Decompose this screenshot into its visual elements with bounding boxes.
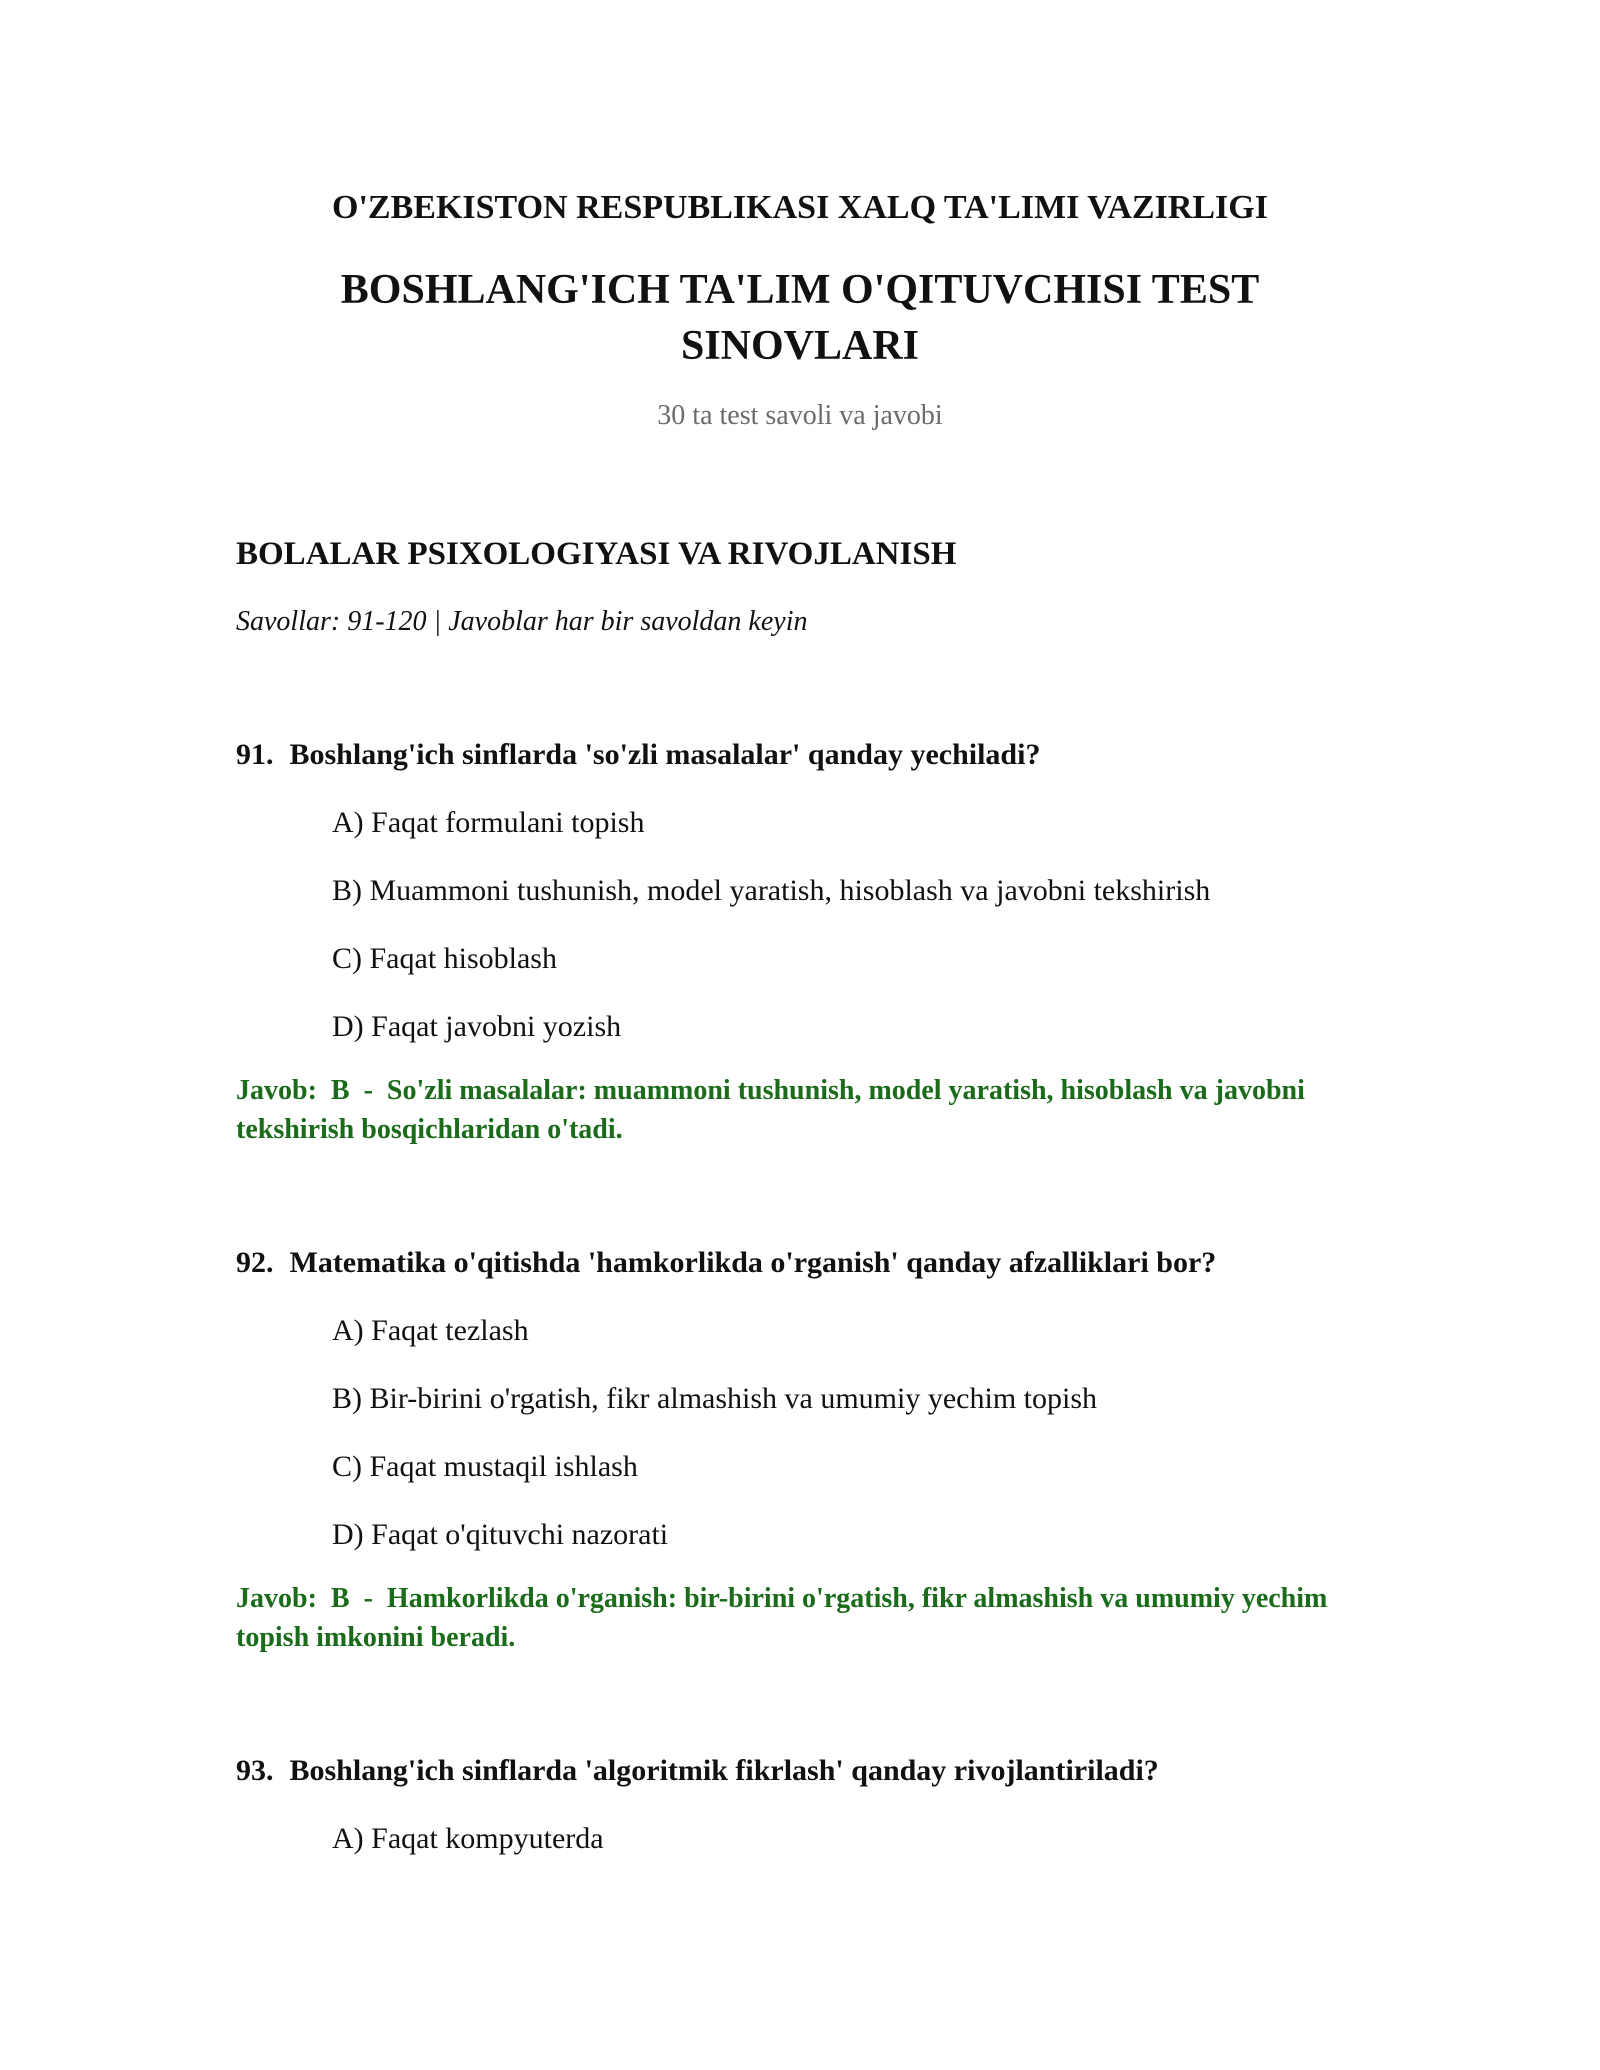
answer-block [236,1579,1376,1657]
option-a: A) Faqat formulani topish [332,806,645,839]
question-92 [236,1243,1376,1657]
option-a: A) Faqat kompyuterda [332,1822,604,1855]
option-list [236,803,1376,1047]
document-title: BOSHLANG'ICH TA'LIM O'QITUVCHISI TEST SINOVLARI [340,267,1260,369]
section-title: BOLALAR PSIXOLOGIYASI VA RIVOJLANISH [236,536,957,572]
answer-block [236,1071,1376,1149]
answer-separator: - [363,1075,373,1106]
section-note: Savollar: 91-120 | Javoblar har bir savoldan keyin [236,606,808,637]
question-91 [236,735,1376,1149]
option-list [236,1819,1376,1859]
question-prompt: Boshlang'ich sinflarda 'so'zli masalalar' qanday yechiladi? [289,738,1041,771]
option-d: D) Faqat javobni yozish [332,1010,622,1043]
option-b: B) Muammoni tushunish, model yaratish, hisoblash va javobni tekshirish [332,874,1211,907]
question-number: 93. [236,1754,274,1787]
question-number: 92. [236,1246,274,1279]
question-prompt: Matematika o'qitishda 'hamkorlikda o'rganish' qanday afzalliklari bor? [289,1246,1217,1279]
answer-label: Javob: [236,1075,317,1106]
document-subtitle: 30 ta test savoli va javobi [657,400,943,431]
answer-explanation: So'zli masalalar: muammoni tushunish, model yaratish, hisoblash va javobni tekshirish bosqichlaridan o'tadi. [236,1075,1305,1145]
answer-label: Javob: [236,1583,317,1614]
ministry-heading: O'ZBEKISTON RESPUBLIKASI XALQ TA'LIMI VAZIRLIGI [332,189,1268,226]
question-text [236,735,1376,775]
question-number: 91. [236,738,274,771]
option-c: C) Faqat hisoblash [332,942,557,975]
option-a: A) Faqat tezlash [332,1314,529,1347]
answer-separator: - [363,1583,373,1614]
question-prompt: Boshlang'ich sinflarda 'algoritmik fikrlash' qanday rivojlantiriladi? [289,1754,1159,1787]
question-93 [236,1751,1376,1859]
option-b: B) Bir-birini o'rgatish, fikr almashish va umumiy yechim topish [332,1382,1097,1415]
option-list [236,1311,1376,1555]
option-d: D) Faqat o'qituvchi nazorati [332,1518,669,1551]
answer-explanation: Hamkorlikda o'rganish: bir-birini o'rgatish, fikr almashish va umumiy yechim topish imkonini beradi. [236,1583,1328,1653]
option-c: C) Faqat mustaqil ishlash [332,1450,638,1483]
question-text [236,1751,1376,1791]
question-text [236,1243,1376,1283]
answer-letter: B [330,1583,350,1614]
answer-letter: B [330,1075,350,1106]
